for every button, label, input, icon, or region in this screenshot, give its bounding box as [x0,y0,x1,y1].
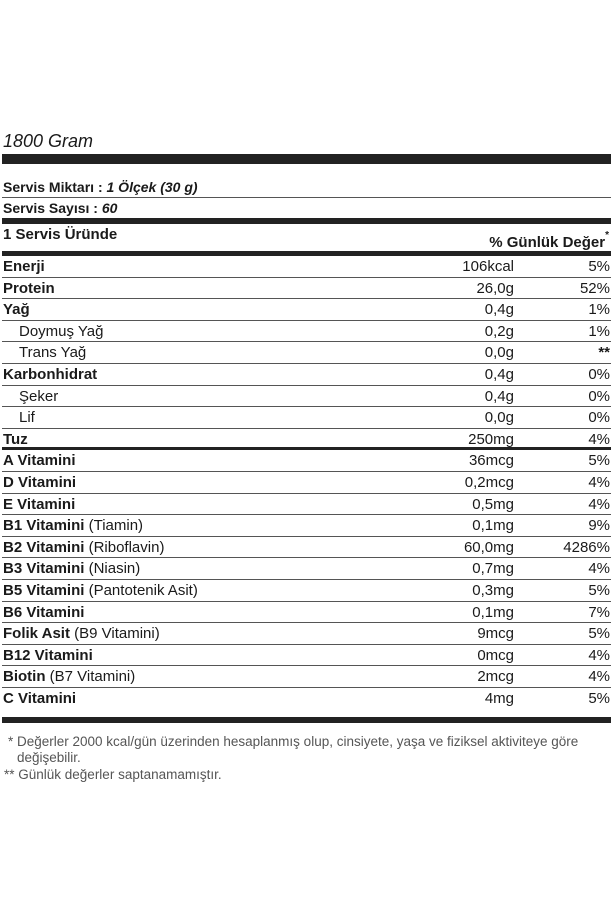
table-row [2,364,611,386]
table-row [2,256,611,278]
nutrient-name: Enerji [3,258,45,275]
nutrient-amount: 26,0g [476,279,514,297]
vitamin-amount: 2mcg [477,668,514,686]
serving-size [3,177,198,197]
vitamin-daily-value: 7% [588,603,610,621]
nutrient-amount: 0,4g [484,387,514,405]
vitamin-amount: 4mg [484,689,514,707]
nutrient-name: Yağ [3,301,30,319]
nutrient-daily-value: 0% [588,387,610,405]
nutrient-amount: 106kcal [462,258,514,275]
table-row [2,623,611,645]
table-row [2,342,611,364]
vitamin-name: B1 Vitamini (Tiamin) [3,517,144,535]
nutrient-daily-value: ** [598,344,610,362]
vitamin-daily-value: 4% [588,473,610,491]
nutrient-name: Trans Yağ [19,344,87,362]
per-serving-heading: 1 Servis Üründe [3,226,118,243]
vitamin-amount: 0,2mcg [464,473,514,491]
table-bottom-divider [2,717,611,723]
table-row [2,580,611,602]
header-divider [2,218,611,224]
vitamin-name: Biotin (B7 Vitamini) [3,668,136,686]
table-row [2,645,611,667]
table-row [2,450,611,472]
table-row [2,558,611,580]
vitamin-amount: 9mcg [477,625,514,643]
footnotes [4,734,604,783]
vitamin-amount: 36mcg [468,452,514,470]
vitamin-name: B12 Vitamini [3,646,93,664]
nutrient-daily-value: 1% [588,322,610,340]
vitamin-daily-value: 9% [588,517,610,535]
nutrient-daily-value: 52% [579,279,610,297]
nutrient-amount: 0,0g [484,344,514,362]
nutrient-name: Tuz [3,430,28,448]
vitamin-name: A Vitamini [3,452,76,470]
nutrient-daily-value: 0% [588,365,610,383]
table-row [2,321,611,343]
nutrient-daily-value: 1% [588,301,610,319]
product-size: 1800 Gram [3,131,94,151]
nutrient-name: Şeker [19,387,59,405]
vitamin-daily-value: 5% [588,452,610,470]
table-row [2,278,611,300]
nutrient-name: Protein [3,279,55,297]
nutrient-name: Lif [19,409,35,427]
vitamin-daily-value: 4286% [563,538,610,556]
table-row [2,515,611,537]
nutrient-name: Doymuş Yağ [19,322,104,340]
vitamin-daily-value: 5% [588,581,610,599]
vitamin-name: D Vitamini [3,473,77,491]
vitamin-name: Folik Asit (B9 Vitamini) [3,625,160,643]
vitamin-daily-value: 5% [588,689,610,707]
nutrient-amount: 0,2g [484,322,514,340]
daily-value-heading-text: % Günlük Değer [489,234,606,251]
table-row [2,299,611,321]
vitamin-daily-value: 4% [588,560,610,578]
vitamin-amount: 60,0mg [463,538,514,556]
serving-count-label: Servis Sayısı : [3,200,98,216]
table-row [2,386,611,408]
serving-count [3,198,117,218]
table-row [2,537,611,559]
vitamin-name: E Vitamini [3,495,76,513]
nutrient-amount: 0,4g [484,301,514,319]
daily-value-asterisk: * [605,230,609,241]
vitamin-name: B2 Vitamini (Riboflavin) [3,538,165,556]
table-row [2,688,611,710]
vitamin-name: B3 Vitamini (Niasin) [3,560,141,578]
serving-size-value: 1 Ölçek (30 g) [106,179,198,195]
vitamin-amount: 0,1mg [472,517,514,535]
vitamin-amount: 0,5mg [472,495,514,513]
footnote-daily-value: * Değerler 2000 kcal/gün üzerinden hesaplanmış olup, cinsiyete, yaşa ve fiziksel aktiviteye göre değişebilir. [8,734,579,765]
table-row [2,472,611,494]
nutrient-name: Karbonhidrat [3,365,98,383]
vitamin-amount: 0,1mg [472,603,514,621]
vitamin-name: C Vitamini [3,689,77,707]
table-row [2,602,611,624]
top-divider [2,154,611,164]
vitamin-amount: 0,7mg [472,560,514,578]
table-row [2,429,611,451]
footnote-undetermined: ** Günlük değerler saptanamamıştır. [4,767,222,782]
nutrient-daily-value: 0% [588,409,610,427]
nutrient-amount: 0,4g [484,365,514,383]
table-row [2,407,611,429]
vitamin-daily-value: 4% [588,495,610,513]
nutrient-table [2,256,611,709]
table-row [2,494,611,516]
vitamin-amount: 0mcg [477,646,514,664]
vitamin-amount: 0,3mg [472,581,514,599]
nutrient-amount: 250mg [468,430,514,448]
nutrient-daily-value: 4% [588,430,610,448]
daily-value-heading [489,229,609,253]
vitamin-daily-value: 4% [588,668,610,686]
vitamin-daily-value: 4% [588,646,610,664]
serving-size-label: Servis Miktarı : [3,179,103,195]
vitamin-daily-value: 5% [588,625,610,643]
vitamin-name: B5 Vitamini (Pantotenik Asit) [3,581,198,599]
table-row [2,666,611,688]
vitamin-name: B6 Vitamini [3,603,85,621]
nutrient-amount: 0,0g [484,409,514,427]
serving-count-value: 60 [101,200,118,216]
nutrient-daily-value: 5% [588,258,610,275]
